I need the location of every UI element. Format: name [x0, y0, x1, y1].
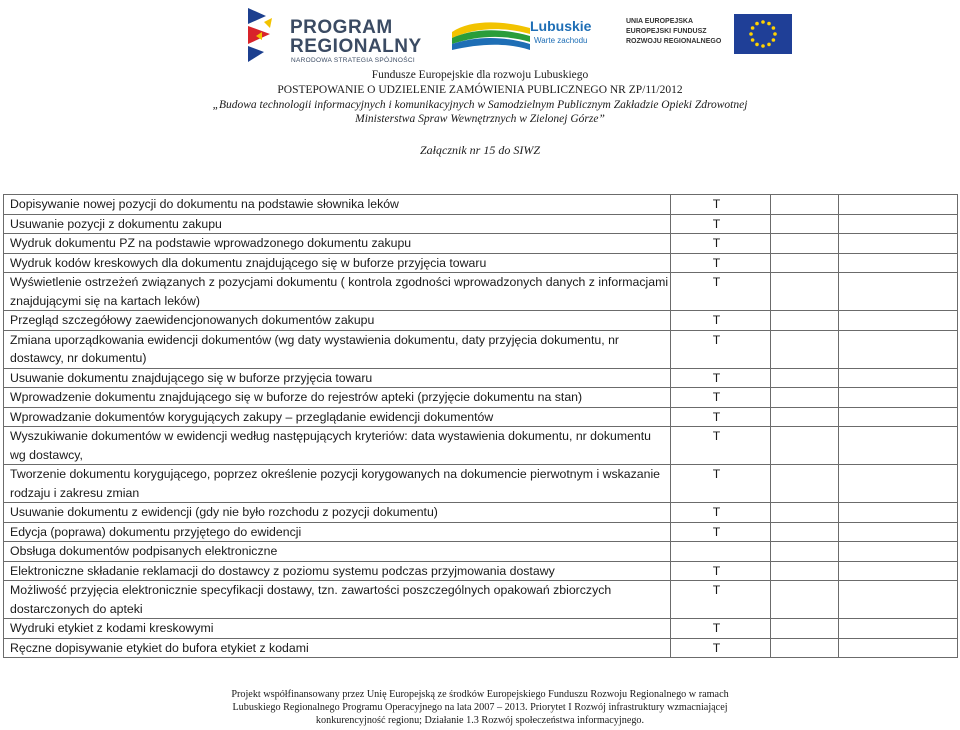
- requirement-mark: T: [670, 214, 770, 234]
- requirement-column-3: [771, 522, 839, 542]
- requirement-mark: T: [670, 311, 770, 331]
- requirement-description: Usuwanie dokumentu znajdującego się w buforze przyjęcia towaru: [4, 368, 671, 388]
- table-row: [4, 619, 958, 639]
- eu-logo: [626, 14, 796, 56]
- requirement-description: Dopisywanie nowej pozycji do dokumentu na podstawie słownika leków: [4, 195, 671, 215]
- table-row: [4, 368, 958, 388]
- requirement-column-4: [838, 311, 957, 331]
- requirement-description: Obsługa dokumentów podpisanych elektroniczne: [4, 542, 671, 562]
- requirements-table: [3, 194, 958, 658]
- eu-logo-line1: UNIA EUROPEJSKA: [626, 18, 694, 25]
- program-regionalny-emblem: [246, 6, 280, 64]
- program-logo-line2: REGIONALNY: [290, 36, 422, 57]
- requirement-column-3: [771, 542, 839, 562]
- requirement-description: Edycja (poprawa) dokumentu przyjętego do ewidencji: [4, 522, 671, 542]
- requirement-mark: T: [670, 503, 770, 523]
- lubuskie-wave-emblem: [450, 14, 534, 54]
- table-row: [4, 522, 958, 542]
- requirement-mark: T: [670, 273, 770, 311]
- requirement-column-4: [838, 234, 957, 254]
- requirement-column-3: [771, 214, 839, 234]
- header-line1: Fundusze Europejskie dla rozwoju Lubuskiego: [371, 69, 589, 81]
- requirement-column-3: [771, 427, 839, 465]
- header-line2: POSTEPOWANIE O UDZIELENIE ZAMÓWIENIA PUBLICZNEGO NR ZP/11/2012: [277, 84, 683, 96]
- requirement-column-3: [771, 311, 839, 331]
- requirement-column-3: [771, 465, 839, 503]
- requirement-column-3: [771, 273, 839, 311]
- requirement-description: Usuwanie dokumentu z ewidencji (gdy nie było rozchodu z pozycji dokumentu): [4, 503, 671, 523]
- requirement-mark: T: [670, 253, 770, 273]
- requirement-mark: T: [670, 465, 770, 503]
- requirement-description: Wyświetlenie ostrzeżeń związanych z pozycjami dokumentu ( kontrola zgodności wprowadzonych danych z informacjami znajdującymi się na kartach leków): [4, 273, 671, 311]
- requirement-column-3: [771, 503, 839, 523]
- requirement-column-4: [838, 388, 957, 408]
- footer-line3: konkurencyjność regionu; Działanie 1.3 Rozwój społeczeństwa informacyjnego.: [315, 715, 645, 726]
- requirement-description: Możliwość przyjęcia elektronicznie specyfikacji dostawy, tzn. zawartości poszczególnych opakowań zbiorczych dostarczonych do apteki: [4, 581, 671, 619]
- table-row: [4, 407, 958, 427]
- requirement-column-4: [838, 638, 957, 658]
- eu-logo-text: [626, 17, 732, 47]
- footer-line1: Projekt współfinansowany przez Unię Europejską ze środków Europejskiego Funduszu Rozwoju Regionalnego w ramach: [231, 689, 729, 700]
- program-logo-line1: PROGRAM: [290, 17, 393, 38]
- requirement-description: Elektroniczne składanie reklamacji do dostawcy z poziomu systemu podczas przyjmowania dostawy: [4, 561, 671, 581]
- requirement-description: Przegląd szczegółowy zaewidencjonowanych dokumentów zakupu: [4, 311, 671, 331]
- table-row: [4, 273, 958, 311]
- requirement-description: Wprowadzanie dokumentów korygujących zakupy – przeglądanie ewidencji dokumentów: [4, 407, 671, 427]
- requirement-description: Ręczne dopisywanie etykiet do bufora etykiet z kodami: [4, 638, 671, 658]
- program-logo-line3: NARODOWA STRATEGIA SPÓJNOŚCI: [291, 57, 415, 64]
- requirement-mark: T: [670, 522, 770, 542]
- table-row: [4, 427, 958, 465]
- table-row: [4, 330, 958, 368]
- header-line4: Ministerstwa Spraw Wewnętrznych w Zielonej Górze”: [355, 113, 605, 125]
- requirement-column-4: [838, 581, 957, 619]
- requirement-column-4: [838, 368, 957, 388]
- requirement-column-4: [838, 330, 957, 368]
- requirement-column-3: [771, 638, 839, 658]
- requirement-column-4: [838, 542, 957, 562]
- requirement-column-3: [771, 581, 839, 619]
- requirement-column-4: [838, 465, 957, 503]
- requirement-column-4: [838, 561, 957, 581]
- requirement-column-3: [771, 561, 839, 581]
- table-row: [4, 195, 958, 215]
- requirement-column-4: [838, 253, 957, 273]
- attachment-label: Załącznik nr 15 do SIWZ: [420, 143, 540, 157]
- requirement-description: Wyszukiwanie dokumentów w ewidencji według następujących kryteriów: data wystawienia dokumentu, nr dokumentu wg dostawcy,: [4, 427, 671, 465]
- requirement-column-3: [771, 330, 839, 368]
- requirement-description: Wydruki etykiet z kodami kreskowymi: [4, 619, 671, 639]
- table-row: [4, 311, 958, 331]
- requirement-column-4: [838, 503, 957, 523]
- lubuskie-logo-tagline: Warte zachodu: [534, 36, 588, 45]
- requirement-column-3: [771, 388, 839, 408]
- table-row: [4, 234, 958, 254]
- requirement-mark: T: [670, 388, 770, 408]
- requirement-column-3: [771, 195, 839, 215]
- table-row: [4, 638, 958, 658]
- header-line3: „Budowa technologii informacyjnych i komunikacyjnych w Samodzielnym Publicznym Zakładzie Opieki Zdrowotnej: [212, 99, 748, 111]
- requirement-column-4: [838, 407, 957, 427]
- requirement-mark: T: [670, 368, 770, 388]
- table-row: [4, 561, 958, 581]
- requirement-description: Usuwanie pozycji z dokumentu zakupu: [4, 214, 671, 234]
- requirement-column-3: [771, 234, 839, 254]
- lubuskie-logo: [450, 10, 600, 58]
- requirement-description: Wydruk dokumentu PZ na podstawie wprowadzonego dokumentu zakupu: [4, 234, 671, 254]
- table-row: [4, 388, 958, 408]
- requirement-description: Tworzenie dokumentu korygującego, poprzez określenie pozycji korygowanych na dokumencie pierwotnym i wskazanie rodzaju i zakresu zmian: [4, 465, 671, 503]
- table-row: [4, 214, 958, 234]
- requirement-column-3: [771, 619, 839, 639]
- requirement-mark: T: [670, 638, 770, 658]
- table-row: [4, 542, 958, 562]
- requirement-column-4: [838, 427, 957, 465]
- requirement-column-4: [838, 619, 957, 639]
- requirement-mark: T: [670, 581, 770, 619]
- eu-logo-line3: ROZWOJU REGIONALNEGO: [626, 38, 722, 45]
- requirement-column-3: [771, 407, 839, 427]
- eu-flag-icon: [734, 14, 792, 54]
- requirement-mark: T: [670, 619, 770, 639]
- requirement-column-4: [838, 273, 957, 311]
- table-row: [4, 581, 958, 619]
- requirement-mark: T: [670, 195, 770, 215]
- requirement-mark: T: [670, 407, 770, 427]
- requirement-description: Wydruk kodów kreskowych dla dokumentu znajdującego się w buforze przyjęcia towaru: [4, 253, 671, 273]
- program-regionalny-logo: [246, 6, 446, 66]
- lubuskie-logo-name: Lubuskie: [530, 18, 592, 34]
- requirement-column-4: [838, 195, 957, 215]
- table-row: [4, 253, 958, 273]
- requirement-description: Wprowadzenie dokumentu znajdującego się w buforze do rejestrów apteki (przyjęcie dokumentu na stan): [4, 388, 671, 408]
- eu-logo-line2: EUROPEJSKI FUNDUSZ: [626, 28, 707, 35]
- requirement-description: Zmiana uporządkowania ewidencji dokumentów (wg daty wystawienia dokumentu, daty przyjęcia dokumentu, nr dostawcy, nr dokumentu): [4, 330, 671, 368]
- requirement-column-3: [771, 253, 839, 273]
- requirement-column-4: [838, 522, 957, 542]
- requirement-mark: T: [670, 561, 770, 581]
- requirements-table-body: [4, 195, 958, 658]
- requirement-mark: [670, 542, 770, 562]
- table-row: [4, 465, 958, 503]
- table-row: [4, 503, 958, 523]
- requirement-mark: T: [670, 234, 770, 254]
- requirement-mark: T: [670, 330, 770, 368]
- requirement-mark: T: [670, 427, 770, 465]
- requirement-column-3: [771, 368, 839, 388]
- requirement-column-4: [838, 214, 957, 234]
- footer-line2: Lubuskiego Regionalnego Programu Operacyjnego na lata 2007 – 2013. Priorytet I Rozwój infrastruktury wzmacniającej: [232, 702, 728, 713]
